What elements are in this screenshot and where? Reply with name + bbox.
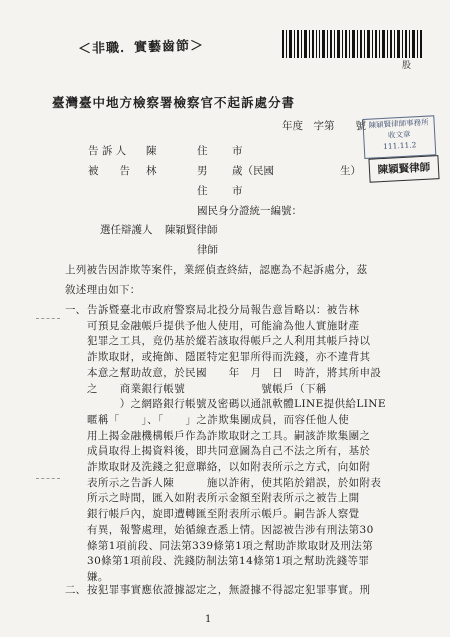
barcode-image: [282, 30, 422, 58]
intro-line: 上列被告因詐欺等案件，業經偵查終結，認應為不起訴處分，茲: [65, 264, 368, 276]
defendant-addr-field: 住: [197, 185, 208, 197]
receipt-date: 111.11.2: [382, 140, 417, 151]
complainant-field: 住: [197, 145, 208, 157]
defense-name: 陳穎賢律師: [165, 224, 218, 236]
section-1-line: 可預見金融帳戶提供予他人使用，可能淪為他人實施財產: [87, 319, 360, 332]
section-1-line: 犯罪之工具，竟仍基於縱若該取得帳戶之人利用其帳戶持以: [87, 335, 371, 348]
section-1-line: 告訴暨臺北市政府警察局北投分局報告意旨略以：被告林: [87, 304, 360, 316]
section-1-line: ）之網路銀行帳號及密碼以通訊軟體LINE提供給LINE: [87, 398, 386, 411]
section-1-line: 所示之時間，匯入如附表所示金額至附表所示之被告上開: [87, 492, 360, 505]
lawyer-seal: 陳穎賢律師: [368, 155, 439, 183]
defendant-role: 被 告: [88, 165, 130, 177]
complainant-addr: 市: [232, 145, 243, 157]
margin-rule: [36, 478, 60, 479]
section-1-line: 用上揭金融機構帳戶作為詐欺取財之工具。嗣該詐欺集團之: [87, 429, 371, 442]
receipt-type: 收文章: [387, 129, 411, 140]
section-1-line: 之 商業銀行帳號 號帳戶（下稱: [87, 382, 327, 395]
defendant-age: 歲（民國: [232, 165, 274, 177]
receipt-office: 陳穎賢律師事務所: [368, 117, 429, 130]
section-1-line: 暱稱「 」、「 」之詐欺集團成員，而容任他人使: [87, 413, 349, 426]
defense-label: 選任辯護人: [100, 224, 153, 236]
complainant-role: 告 訴 人: [88, 145, 127, 157]
receipt-stamp-box: [362, 115, 436, 159]
section-1-number: 一、: [65, 304, 86, 316]
barcode-label: 股: [402, 61, 412, 71]
intro-line: 敘述理由如下：: [65, 284, 141, 296]
handwritten-stamp: ＜非職．實藝齒節＞: [77, 38, 205, 57]
section-2-number: 二、: [65, 584, 86, 596]
section-1-line: 詐欺取財，或掩飾、隱匿特定犯罪所得而洗錢，亦不違背其: [87, 351, 371, 364]
section-1-line: 嫌。: [87, 570, 109, 583]
defendant-birth-suffix: 生）: [340, 165, 361, 177]
section-1-line: 本意之幫助故意，於民國 年 月 日 時許，將其所申設: [87, 366, 382, 379]
receipt-stamp: [362, 115, 441, 185]
defendant-name: 林: [146, 165, 157, 177]
defendant-addr: 市: [232, 185, 243, 197]
defendant-id-label: 國民身分證統一編號：: [197, 205, 302, 217]
defendant-gender: 男: [197, 165, 208, 177]
section-1-line: 銀行帳戶內，旋即遭轉匯至附表所示帳戶。嗣告訴人察覺: [87, 508, 360, 521]
section-2-line: 按犯罪事實應依證據認定之，無證據不得認定犯罪事實。刑: [87, 584, 371, 596]
complainant-name: 陳: [146, 145, 157, 157]
section-1-line: 條第1項前段、同法第339條第1項之幫助詐欺取財及刑法第: [87, 539, 374, 552]
document-title: 臺灣臺中地方檢察署檢察官不起訴處分書: [52, 95, 296, 110]
section-1-line: 詐欺取財及洗錢之犯意聯絡，以如附表所示之方式，向如附: [87, 461, 371, 473]
margin-rule: [36, 318, 60, 319]
section-1-line: 表所示之告訴人陳 施以詐術，使其陷於錯誤，於如附表: [87, 476, 382, 489]
defense-role: 律師: [197, 244, 218, 256]
case-number: 年度 字第 號: [282, 120, 366, 132]
section-1-line: 30條第1項前段、洗錢防制法第14條第1項之幫助洗錢等罪: [87, 555, 370, 568]
page-number: 1: [205, 614, 212, 625]
section-1-line: 成員取得上揭資料後，即共同意圖為自己不法之所有，基於: [87, 445, 371, 458]
section-1-line: 有異，報警處理，始循線查悉上情。因認被告涉有刑法第30: [87, 523, 374, 536]
